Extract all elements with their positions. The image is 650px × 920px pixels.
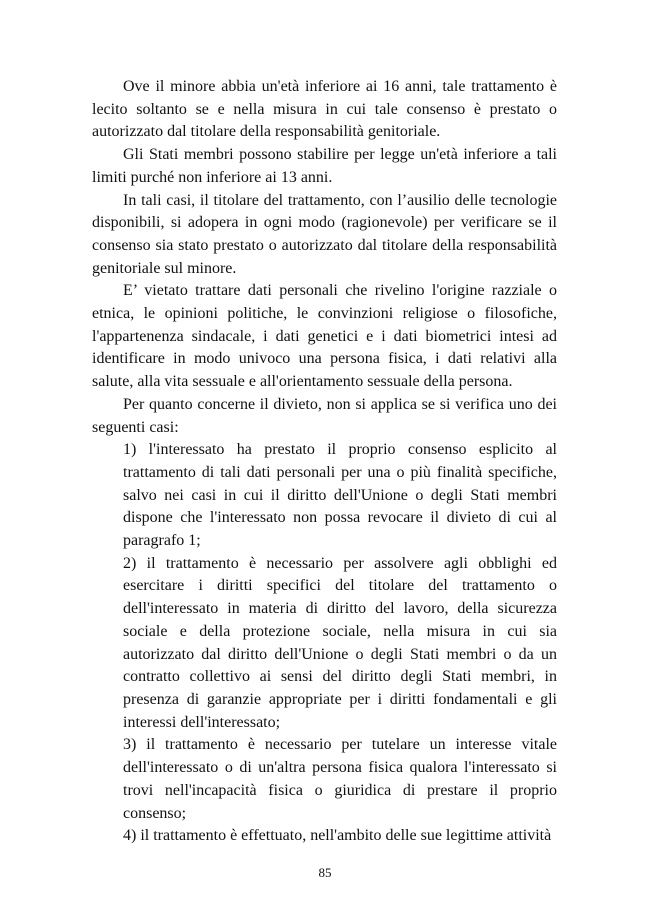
paragraph-member-states: Gli Stati membri possono stabilire per legge un'età inferiore a tali limiti purché non inferiore ai 13 anni. [92, 146, 557, 186]
list-item-exception-3: 3) il trattamento è necessario per tutelare un interesse vitale dell'interessato o di un'altra persona fisica qualora l'interessato si trovi nell'incapacità fisica o giuridica di prestare il proprio consenso; [123, 736, 557, 822]
paragraph-controller-verification: In tali casi, il titolare del trattamento, con l’ausilio delle tecnologie disponibili, si adopera in ogni modo (ragionevole) per verificare se il consenso sia stato prestato o autorizzato dal titolare della responsabilità genitoriale sul minore. [92, 191, 557, 277]
list-item-exception-2: 2) il trattamento è necessario per assolvere agli obblighi ed esercitare i diritti specifici del titolare del trattamento o dell'interessato in materia di diritto del lavoro, della sicurezza sociale e della protezione sociale, nella misura in cui sia autorizzato dal diritto dell'Unione o degli Stati membri o da un contratto collettivo ai sensi del diritto degli Stati membri, in presenza di garanzie appropriate per i diritti fondamentali e gli interessi dell'interessato; [123, 554, 557, 731]
page-number: 85 [318, 865, 332, 880]
body-text [92, 76, 557, 848]
list-item-exception-4: 4) il trattamento è effettuato, nell'ambito delle sue legittime attività [123, 827, 552, 845]
paragraph-prohibition: E’ vietato trattare dati personali che rivelino l'origine razziale o etnica, le opinioni politiche, le convinzioni religiose o filosofiche, l'appartenenza sindacale, i dati genetici e i dati biometrici intesi ad identificare in modo univoco una persona fisica, i dati relativi alla salute, alla vita sessuale e all'orientamento sessuale della persona. [92, 282, 557, 391]
list-item-exception-1: 1) l'interessato ha prestato il proprio consenso esplicito al trattamento di tali dati personali per una o più finalità specifiche, salvo nei casi in cui il diritto dell'Unione o degli Stati membri dispone che l'interessato non possa revocare il divieto di cui al paragrafo 1; [123, 441, 557, 550]
paragraph-exceptions-intro: Per quanto concerne il divieto, non si applica se si verifica uno dei seguenti casi: [92, 395, 557, 436]
paragraph-minor-age: Ove il minore abbia un'età inferiore ai 16 anni, tale trattamento è lecito soltanto se e nella misura in cui tale consenso è prestato o autorizzato dal titolare della responsabilità genitoriale. [92, 78, 557, 141]
